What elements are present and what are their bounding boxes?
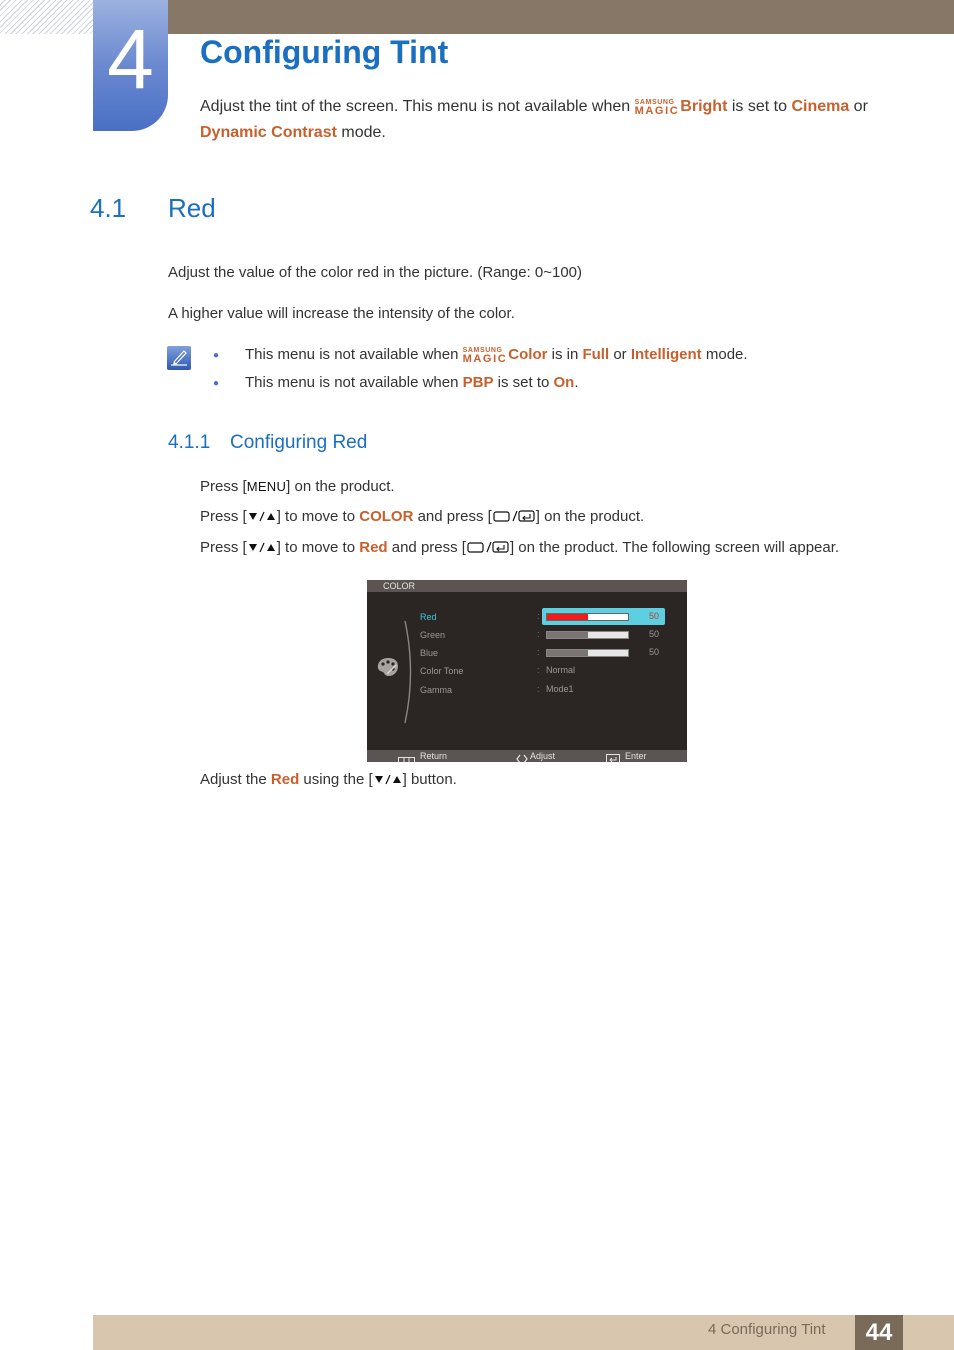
left-right-arrow-icon xyxy=(516,751,528,762)
osd-colon: : xyxy=(537,647,540,657)
samsung-magic-logo: SAMSUNG MAGIC xyxy=(634,99,680,117)
osd-value-color-tone: Normal xyxy=(546,665,576,675)
step-2: Press [ ] to move to COLOR and press [ ] on the product. xyxy=(200,508,645,525)
note-item-pbp: This menu is not available when PBP is set to On. xyxy=(245,374,579,391)
osd-colon: : xyxy=(537,611,540,621)
source-enter-icon xyxy=(492,509,536,527)
menu-key: MENU xyxy=(246,479,287,494)
osd-item-gamma[interactable]: Gamma xyxy=(420,685,453,695)
osd-item-red[interactable]: Red xyxy=(420,612,437,622)
osd-item-color-tone[interactable]: Color Tone xyxy=(420,666,464,676)
note-pencil-icon xyxy=(167,346,191,370)
return-icon xyxy=(398,752,415,762)
osd-title: COLOR xyxy=(383,581,416,591)
osd-value-blue: 50 xyxy=(649,647,660,657)
note-bullet: ● xyxy=(213,378,220,389)
note-item-magic-color: This menu is not available when SAMSUNG MAGIC Color is in Full or Intelligent mode. xyxy=(245,346,748,365)
footer-chapter-label: 4 Configuring Tint xyxy=(708,1321,826,1338)
osd-footer-return[interactable]: Return xyxy=(420,751,448,761)
note-bullet: ● xyxy=(213,350,220,361)
down-up-arrow-icon xyxy=(247,510,277,527)
section-paragraph-intensity: A higher value will increase the intensity of the color. xyxy=(168,305,515,322)
osd-colon: : xyxy=(537,629,540,639)
osd-color-menu xyxy=(367,580,687,762)
chapter-title: Configuring Tint xyxy=(200,34,449,70)
osd-colon: : xyxy=(537,665,540,675)
cinema-term: Cinema xyxy=(791,98,850,115)
osd-slider-green[interactable] xyxy=(546,631,629,639)
down-up-arrow-icon xyxy=(373,773,403,790)
samsung-magic-logo: SAMSUNG MAGIC xyxy=(462,347,508,365)
header-hatch-decoration xyxy=(0,0,93,34)
osd-value-gamma: Mode1 xyxy=(546,684,574,694)
magic-bright-term: Bright xyxy=(680,98,728,115)
source-enter-icon xyxy=(466,540,510,558)
osd-footer-adjust[interactable]: Adjust xyxy=(530,751,556,761)
osd-item-blue[interactable]: Blue xyxy=(420,648,439,658)
section-title: Red xyxy=(168,193,216,223)
step-3: Press [ ] to move to Red and press [ ] on the product. The following screen will appear. xyxy=(200,539,840,556)
osd-footer-enter[interactable]: Enter xyxy=(625,751,647,761)
osd-value-red: 50 xyxy=(649,611,660,621)
chapter-number: 4 xyxy=(107,12,154,106)
osd-curve-decoration xyxy=(402,620,414,729)
section-number: 4.1 xyxy=(90,193,127,223)
subsection-number: 4.1.1 xyxy=(168,432,211,453)
page-number: 44 xyxy=(855,1315,903,1350)
subsection-title: Configuring Red xyxy=(230,432,368,453)
step-4: Adjust the Red using the [ ] button. xyxy=(200,771,457,788)
osd-slider-red[interactable] xyxy=(546,613,629,621)
chapter-intro: Adjust the tint of the screen. This menu is not available when SAMSUNG MAGIC Bright is set to Cinema or Dynamic Contrast mode. xyxy=(200,98,868,141)
osd-slider-blue[interactable] xyxy=(546,649,629,657)
step-1: Press [MENU] on the product. xyxy=(200,478,395,495)
dynamic-contrast-term: Dynamic Contrast xyxy=(200,124,337,141)
osd-value-green: 50 xyxy=(649,629,660,639)
header-bar xyxy=(168,0,954,34)
enter-icon xyxy=(606,751,620,762)
osd-item-green[interactable]: Green xyxy=(420,630,446,640)
down-up-arrow-icon xyxy=(247,541,277,558)
chapter-number-block xyxy=(93,0,168,131)
section-paragraph-range: Adjust the value of the color red in the picture. (Range: 0~100) xyxy=(168,264,583,281)
osd-colon: : xyxy=(537,684,540,694)
palette-icon xyxy=(375,656,401,683)
